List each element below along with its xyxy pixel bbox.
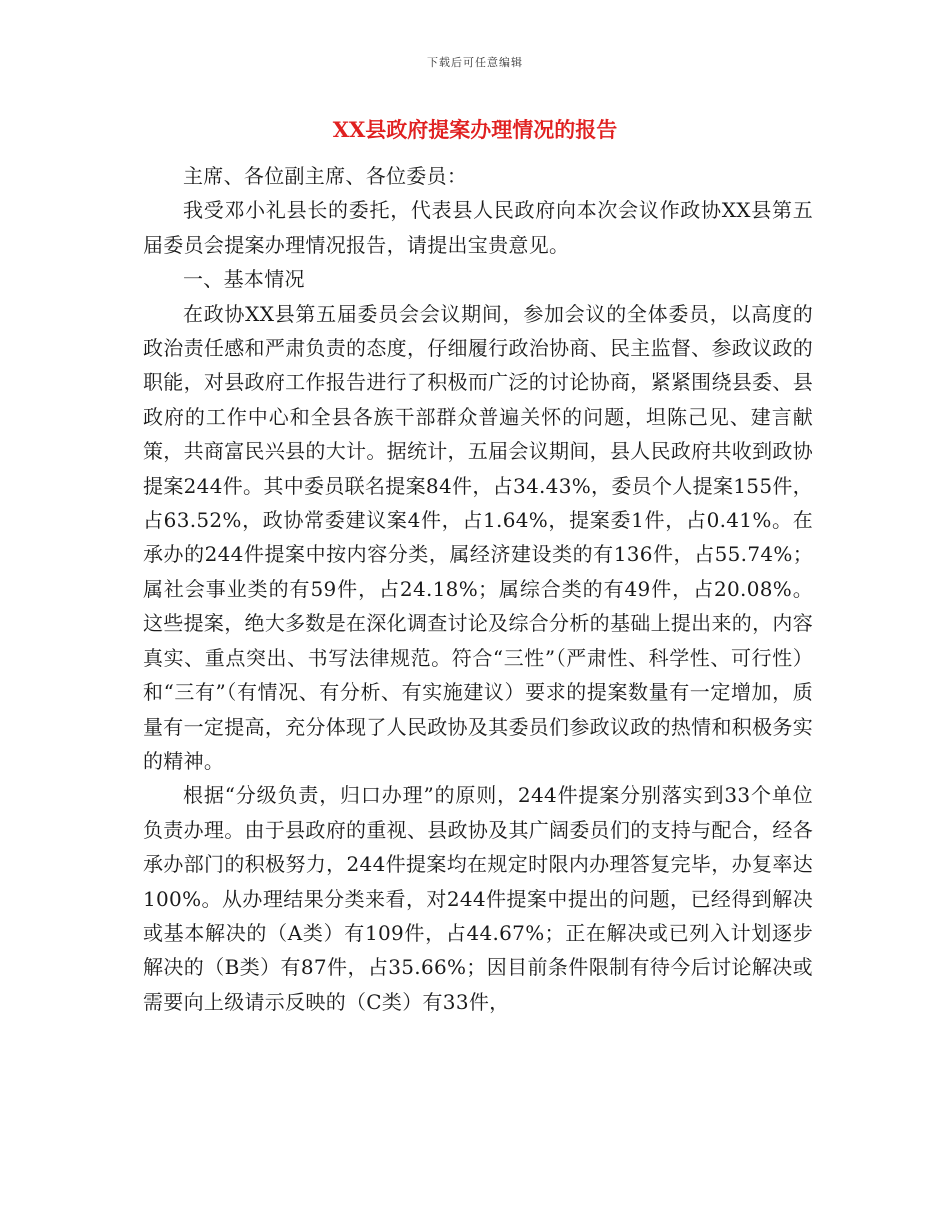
salutation: 主席、各位副主席、各位委员： [183,164,468,188]
page-header-note: 下载后可任意编辑 [427,56,523,69]
document-title: XX县政府提案办理情况的报告 [332,117,618,142]
intro-paragraph: 我受邓小礼县长的委托，代表县人民政府向本次会议作政协XX县第五届委员会提案办理情况报告，请提出宝贵意见。 [143,198,813,257]
document-body [143,159,813,1019]
basic-situation-paragraph: 在政协XX县第五届委员会会议期间，参加会议的全体委员，以高度的政治责任感和严肃负责的态度，仔细履行政治协商、民主监督、参政议政的职能，对县政府工作报告进行了积极而广泛的讨论协商，紧紧围绕县委、县政府的工作中心和全县各族干部群众普遍关怀的问题，坦陈己见、建言献策，共商富民兴县的大计。据统计，五届会议期间，县人民政府共收到政协提案244件。其中委员联名提案84件，占34.43%，委员个人提案155件，占63.52%，政协常委建议案4件，占1.64%，提案委1件，占0.41%。在承办的244件提案中按内容分类，属经济建设类的有136件，占55.74%；属社会事业类的有59件，占24.18%；属综合类的有49件，占20.08%。这些提案，绝大多数是在深化调查讨论及综合分析的基础上提出来的，内容真实、重点突出、书写法律规范。符合“三性”（严肃性、科学性、可行性）和“三有”（有情况、有分析、有实施建议）要求的提案数量有一定增加，质量有一定提高，充分体现了人民政协及其委员们参政议政的热情和积极务实的精神。 [143,301,813,773]
section-heading: 一、基本情况 [183,267,305,292]
handling-results-paragraph: 根据“分级负责，归口办理”的原则，244件提案分别落实到33个单位负责办理。由于县政府的重视、县政协及其广阔委员们的支持与配合，经各承办部门的积极努力，244件提案均在规定时限内办理答复完毕，办复率达100%。从办理结果分类来看，对244件提案中提出的问题，已经得到解决或基本解决的（A类）有109件，占44.67%；正在解决或已列入计划逐步解决的（B类）有87件，占35.66%；因目前条件限制有待今后讨论解决或需要向上级请示反映的（C类）有33件， [143,783,813,1014]
